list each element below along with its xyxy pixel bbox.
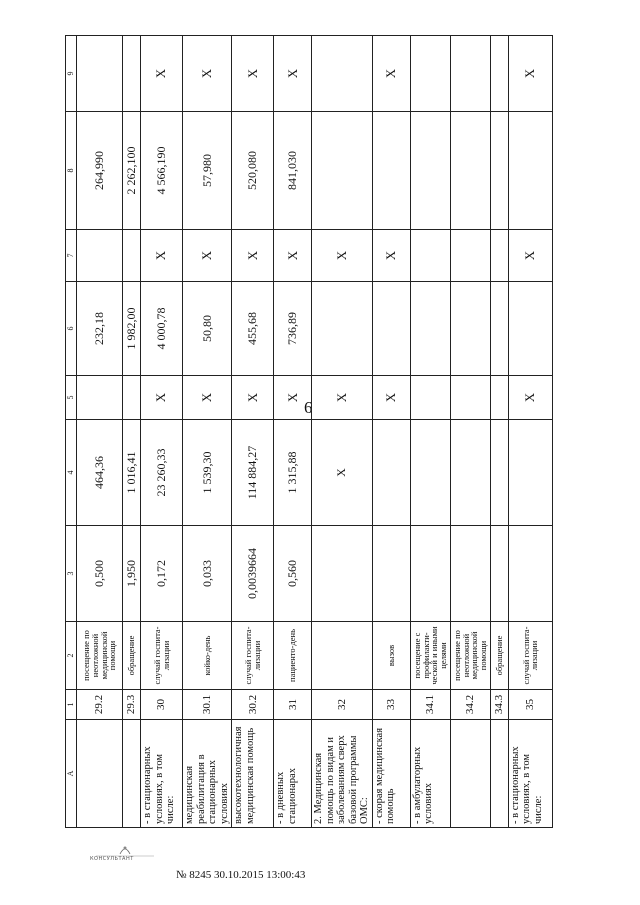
cell-col-5: Х — [312, 376, 373, 420]
cell-col-5 — [123, 376, 141, 420]
consultant-logo-icon — [90, 842, 160, 868]
cell-col-7: Х — [232, 230, 274, 282]
row-number: 30.1 — [183, 690, 232, 720]
header-cell: А — [66, 720, 77, 828]
cell-col-4 — [372, 420, 410, 526]
row-label: - в дневных стационарах — [274, 720, 312, 828]
row-unit: обращение — [123, 622, 141, 690]
cell-col-8: 57,980 — [183, 112, 232, 230]
cell-col-7: Х — [508, 230, 552, 282]
cell-col-5: Х — [274, 376, 312, 420]
header-cell: 8 — [66, 112, 77, 230]
row-number: 33 — [372, 690, 410, 720]
cell-col-8: 264,990 — [77, 112, 123, 230]
cell-col-7 — [490, 230, 508, 282]
cell-col-3 — [312, 526, 373, 622]
cell-col-8: 841,030 — [274, 112, 312, 230]
cell-col-4: 1 539,30 — [183, 420, 232, 526]
cell-col-8: 520,080 — [232, 112, 274, 230]
cell-col-4: Х — [312, 420, 373, 526]
cell-col-7: Х — [183, 230, 232, 282]
header-cell: 6 — [66, 282, 77, 376]
cell-col-4 — [410, 420, 450, 526]
cell-col-9: Х — [274, 36, 312, 112]
row-label: 2. Медицинская помощь по видам и заболеваниям сверх базовой программы ОМС: — [312, 720, 373, 828]
row-label — [77, 720, 123, 828]
row-label — [490, 720, 508, 828]
row-unit: койко-день — [183, 622, 232, 690]
table-body — [77, 36, 553, 828]
cell-col-7: Х — [312, 230, 373, 282]
row-number: 31 — [274, 690, 312, 720]
header-cell: 5 — [66, 376, 77, 420]
table-row — [141, 36, 183, 828]
cell-col-8: 2 262,100 — [123, 112, 141, 230]
cell-col-7: Х — [372, 230, 410, 282]
cell-col-8 — [372, 112, 410, 230]
row-label — [450, 720, 490, 828]
row-number: 30.2 — [232, 690, 274, 720]
cell-col-3: 1,950 — [123, 526, 141, 622]
table-row — [274, 36, 312, 828]
cell-col-5 — [77, 376, 123, 420]
norms-table — [65, 35, 553, 828]
registration-number: № 8245 30.10.2015 13:00:43 — [176, 869, 306, 881]
cell-col-6: 4 000,78 — [141, 282, 183, 376]
table-row — [372, 36, 410, 828]
row-unit: случай госпита-лизации — [141, 622, 183, 690]
table-row — [490, 36, 508, 828]
cell-col-3: 0,560 — [274, 526, 312, 622]
cell-col-8 — [312, 112, 373, 230]
cell-col-5: Х — [232, 376, 274, 420]
cell-col-9: Х — [508, 36, 552, 112]
cell-col-4: 1 016,41 — [123, 420, 141, 526]
cell-col-5 — [410, 376, 450, 420]
page-number: 6 — [304, 398, 313, 417]
cell-col-6: 232,18 — [77, 282, 123, 376]
cell-col-5 — [490, 376, 508, 420]
cell-col-6 — [312, 282, 373, 376]
header-cell: 2 — [66, 622, 77, 690]
row-label — [123, 720, 141, 828]
row-number: 32 — [312, 690, 373, 720]
cell-col-5: Х — [372, 376, 410, 420]
row-number: 34.3 — [490, 690, 508, 720]
rotated-table-container — [65, 36, 545, 828]
row-unit: посещение по неотложной медицинской помощи — [450, 622, 490, 690]
cell-col-6 — [508, 282, 552, 376]
stamp-text: КОНСУЛЬТАНТ — [90, 856, 134, 862]
header-cell: 9 — [66, 36, 77, 112]
footer — [90, 842, 450, 892]
row-number: 34.1 — [410, 690, 450, 720]
table-row — [77, 36, 123, 828]
table-row — [410, 36, 450, 828]
cell-col-7 — [123, 230, 141, 282]
cell-col-5: Х — [141, 376, 183, 420]
table-row — [183, 36, 232, 828]
cell-col-8 — [490, 112, 508, 230]
cell-col-3: 0,172 — [141, 526, 183, 622]
row-number: 30 — [141, 690, 183, 720]
cell-col-4: 464,36 — [77, 420, 123, 526]
cell-col-9 — [410, 36, 450, 112]
row-unit: посещение с профилакти-ческой и иными целями — [410, 622, 450, 690]
cell-col-9 — [490, 36, 508, 112]
table-row — [232, 36, 274, 828]
cell-col-6: 736,89 — [274, 282, 312, 376]
row-label: - в стационарных условиях, в том числе: — [141, 720, 183, 828]
cell-col-6 — [410, 282, 450, 376]
cell-col-7 — [410, 230, 450, 282]
cell-col-3: 0,500 — [77, 526, 123, 622]
cell-col-9: Х — [372, 36, 410, 112]
cell-col-7 — [77, 230, 123, 282]
cell-col-7: Х — [274, 230, 312, 282]
row-label: - в стационарных условиях, в том числе: — [508, 720, 552, 828]
cell-col-5 — [450, 376, 490, 420]
cell-col-6 — [450, 282, 490, 376]
cell-col-9: Х — [183, 36, 232, 112]
header-cell: 1 — [66, 690, 77, 720]
row-unit — [312, 622, 373, 690]
cell-col-4 — [450, 420, 490, 526]
cell-col-8 — [450, 112, 490, 230]
row-unit: обращение — [490, 622, 508, 690]
row-label: медицинская реабилитация в стационарных условиях — [183, 720, 232, 828]
row-number: 29.3 — [123, 690, 141, 720]
cell-col-9 — [450, 36, 490, 112]
row-number: 35 — [508, 690, 552, 720]
cell-col-9: Х — [232, 36, 274, 112]
cell-col-6: 1 982,00 — [123, 282, 141, 376]
cell-col-9 — [312, 36, 373, 112]
cell-col-7: Х — [141, 230, 183, 282]
cell-col-8 — [410, 112, 450, 230]
row-unit: пациенто-день — [274, 622, 312, 690]
table-row — [312, 36, 373, 828]
cell-col-4: 1 315,88 — [274, 420, 312, 526]
cell-col-5: Х — [508, 376, 552, 420]
table-row — [450, 36, 490, 828]
header-cell: 4 — [66, 420, 77, 526]
cell-col-8 — [508, 112, 552, 230]
row-label: высокотехнологичная медицинская помощь — [232, 720, 274, 828]
cell-col-9 — [77, 36, 123, 112]
header-cell: 7 — [66, 230, 77, 282]
table-row — [123, 36, 141, 828]
cell-col-4 — [490, 420, 508, 526]
row-label: - скорая медицинская помощь — [372, 720, 410, 828]
table-row — [508, 36, 552, 828]
cell-col-3 — [372, 526, 410, 622]
cell-col-3 — [410, 526, 450, 622]
cell-col-9 — [123, 36, 141, 112]
cell-col-4: 23 260,33 — [141, 420, 183, 526]
cell-col-6: 50,80 — [183, 282, 232, 376]
row-unit: вызов — [372, 622, 410, 690]
row-unit: посещение по неотложной медицинской помощи — [77, 622, 123, 690]
cell-col-3 — [450, 526, 490, 622]
cell-col-3: 0,0039664 — [232, 526, 274, 622]
rotated-table-frame — [65, 36, 545, 828]
cell-col-3 — [490, 526, 508, 622]
cell-col-4 — [508, 420, 552, 526]
row-label: - в амбулаторных условиях — [410, 720, 450, 828]
cell-col-6 — [490, 282, 508, 376]
cell-col-9: Х — [141, 36, 183, 112]
cell-col-6: 455,68 — [232, 282, 274, 376]
row-unit: случай госпита-лизации — [232, 622, 274, 690]
row-number: 29.2 — [77, 690, 123, 720]
row-number: 34.2 — [450, 690, 490, 720]
header-cell: 3 — [66, 526, 77, 622]
cell-col-8: 4 566,190 — [141, 112, 183, 230]
cell-col-7 — [450, 230, 490, 282]
cell-col-5: Х — [183, 376, 232, 420]
cell-col-6 — [372, 282, 410, 376]
cell-col-3: 0,033 — [183, 526, 232, 622]
cell-col-3 — [508, 526, 552, 622]
row-unit: случай госпита-лизации — [508, 622, 552, 690]
cell-col-4: 114 884,27 — [232, 420, 274, 526]
header-row — [66, 36, 77, 828]
